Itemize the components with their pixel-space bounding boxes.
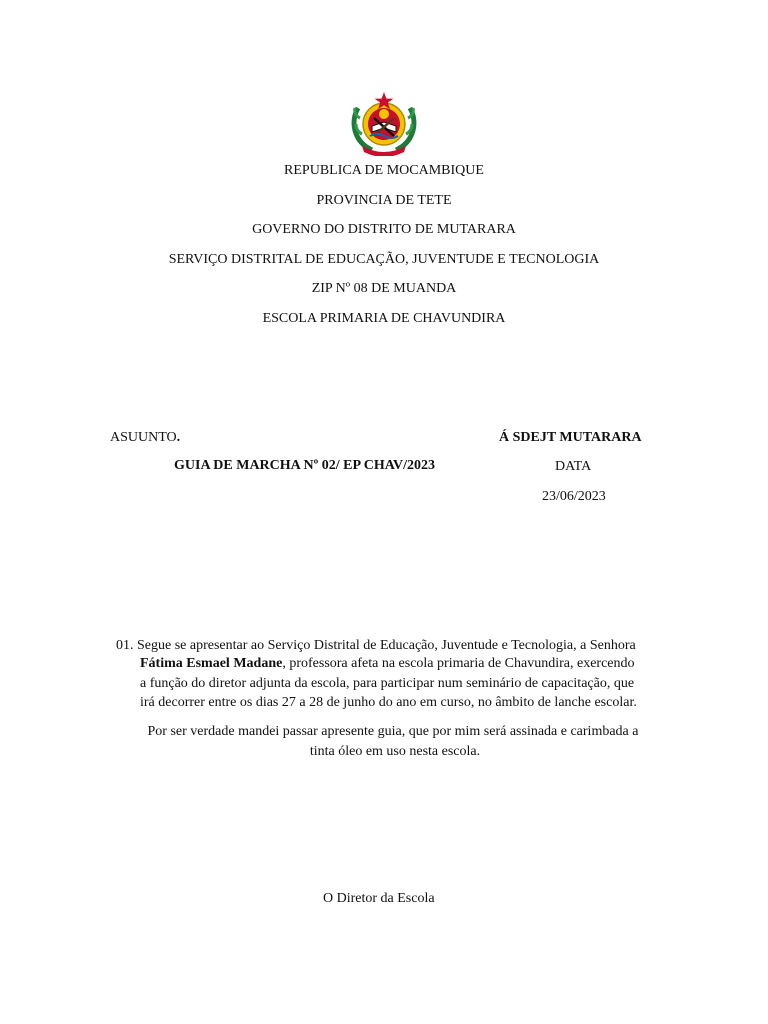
paragraph-1-line-2: Fátima Esmael Madane, professora afeta na escola primaria de Chavundira, exercendo — [140, 656, 635, 671]
paragraph-1-line-1: 01. Segue se apresentar ao Serviço Distrital de Educação, Juventude e Tecnologia, a Senhora — [116, 638, 636, 653]
header-province: PROVINCIA DE TETE — [316, 193, 452, 208]
header-district-government: GOVERNO DO DISTRITO DE MUTARARA — [252, 222, 516, 237]
person-name: Fátima Esmael Madane — [140, 656, 283, 671]
coat-of-arms-icon — [348, 88, 420, 156]
subject-label: ASUUNTO. — [110, 430, 181, 445]
header-school: ESCOLA PRIMARIA DE CHAVUNDIRA — [262, 311, 506, 326]
paragraph-2-line-2: tinta óleo em uso nesta escola. — [309, 744, 481, 759]
paragraph-2-line-1: Por ser verdade mandei passar apresente guia, que por mim será assinada e carimbada a — [147, 724, 639, 739]
paragraph-1-line-3: a função do diretor adjunta da escola, para participar num seminário de capacitação, que — [140, 676, 635, 691]
header-education-service: SERVIÇO DISTRITAL DE EDUCAÇÃO, JUVENTUDE E TECNOLOGIA — [168, 252, 600, 267]
paragraph-1-line-4: irá decorrer entre os dias 27 a 28 de junho do ano em curso, no âmbito de lanche escolar. — [140, 695, 637, 710]
signature-label: O Diretor da Escola — [323, 891, 435, 906]
date-value: 23/06/2023 — [542, 489, 606, 504]
guide-title: GUIA DE MARCHA Nº 02/ EP CHAV/2023 — [174, 458, 436, 473]
header-zip: ZIP Nº 08 DE MUANDA — [311, 281, 457, 296]
header-republic: REPUBLICA DE MOCAMBIQUE — [284, 163, 484, 178]
recipient: Á SDEJT MUTARARA — [499, 430, 642, 445]
date-label: DATA — [555, 459, 592, 474]
